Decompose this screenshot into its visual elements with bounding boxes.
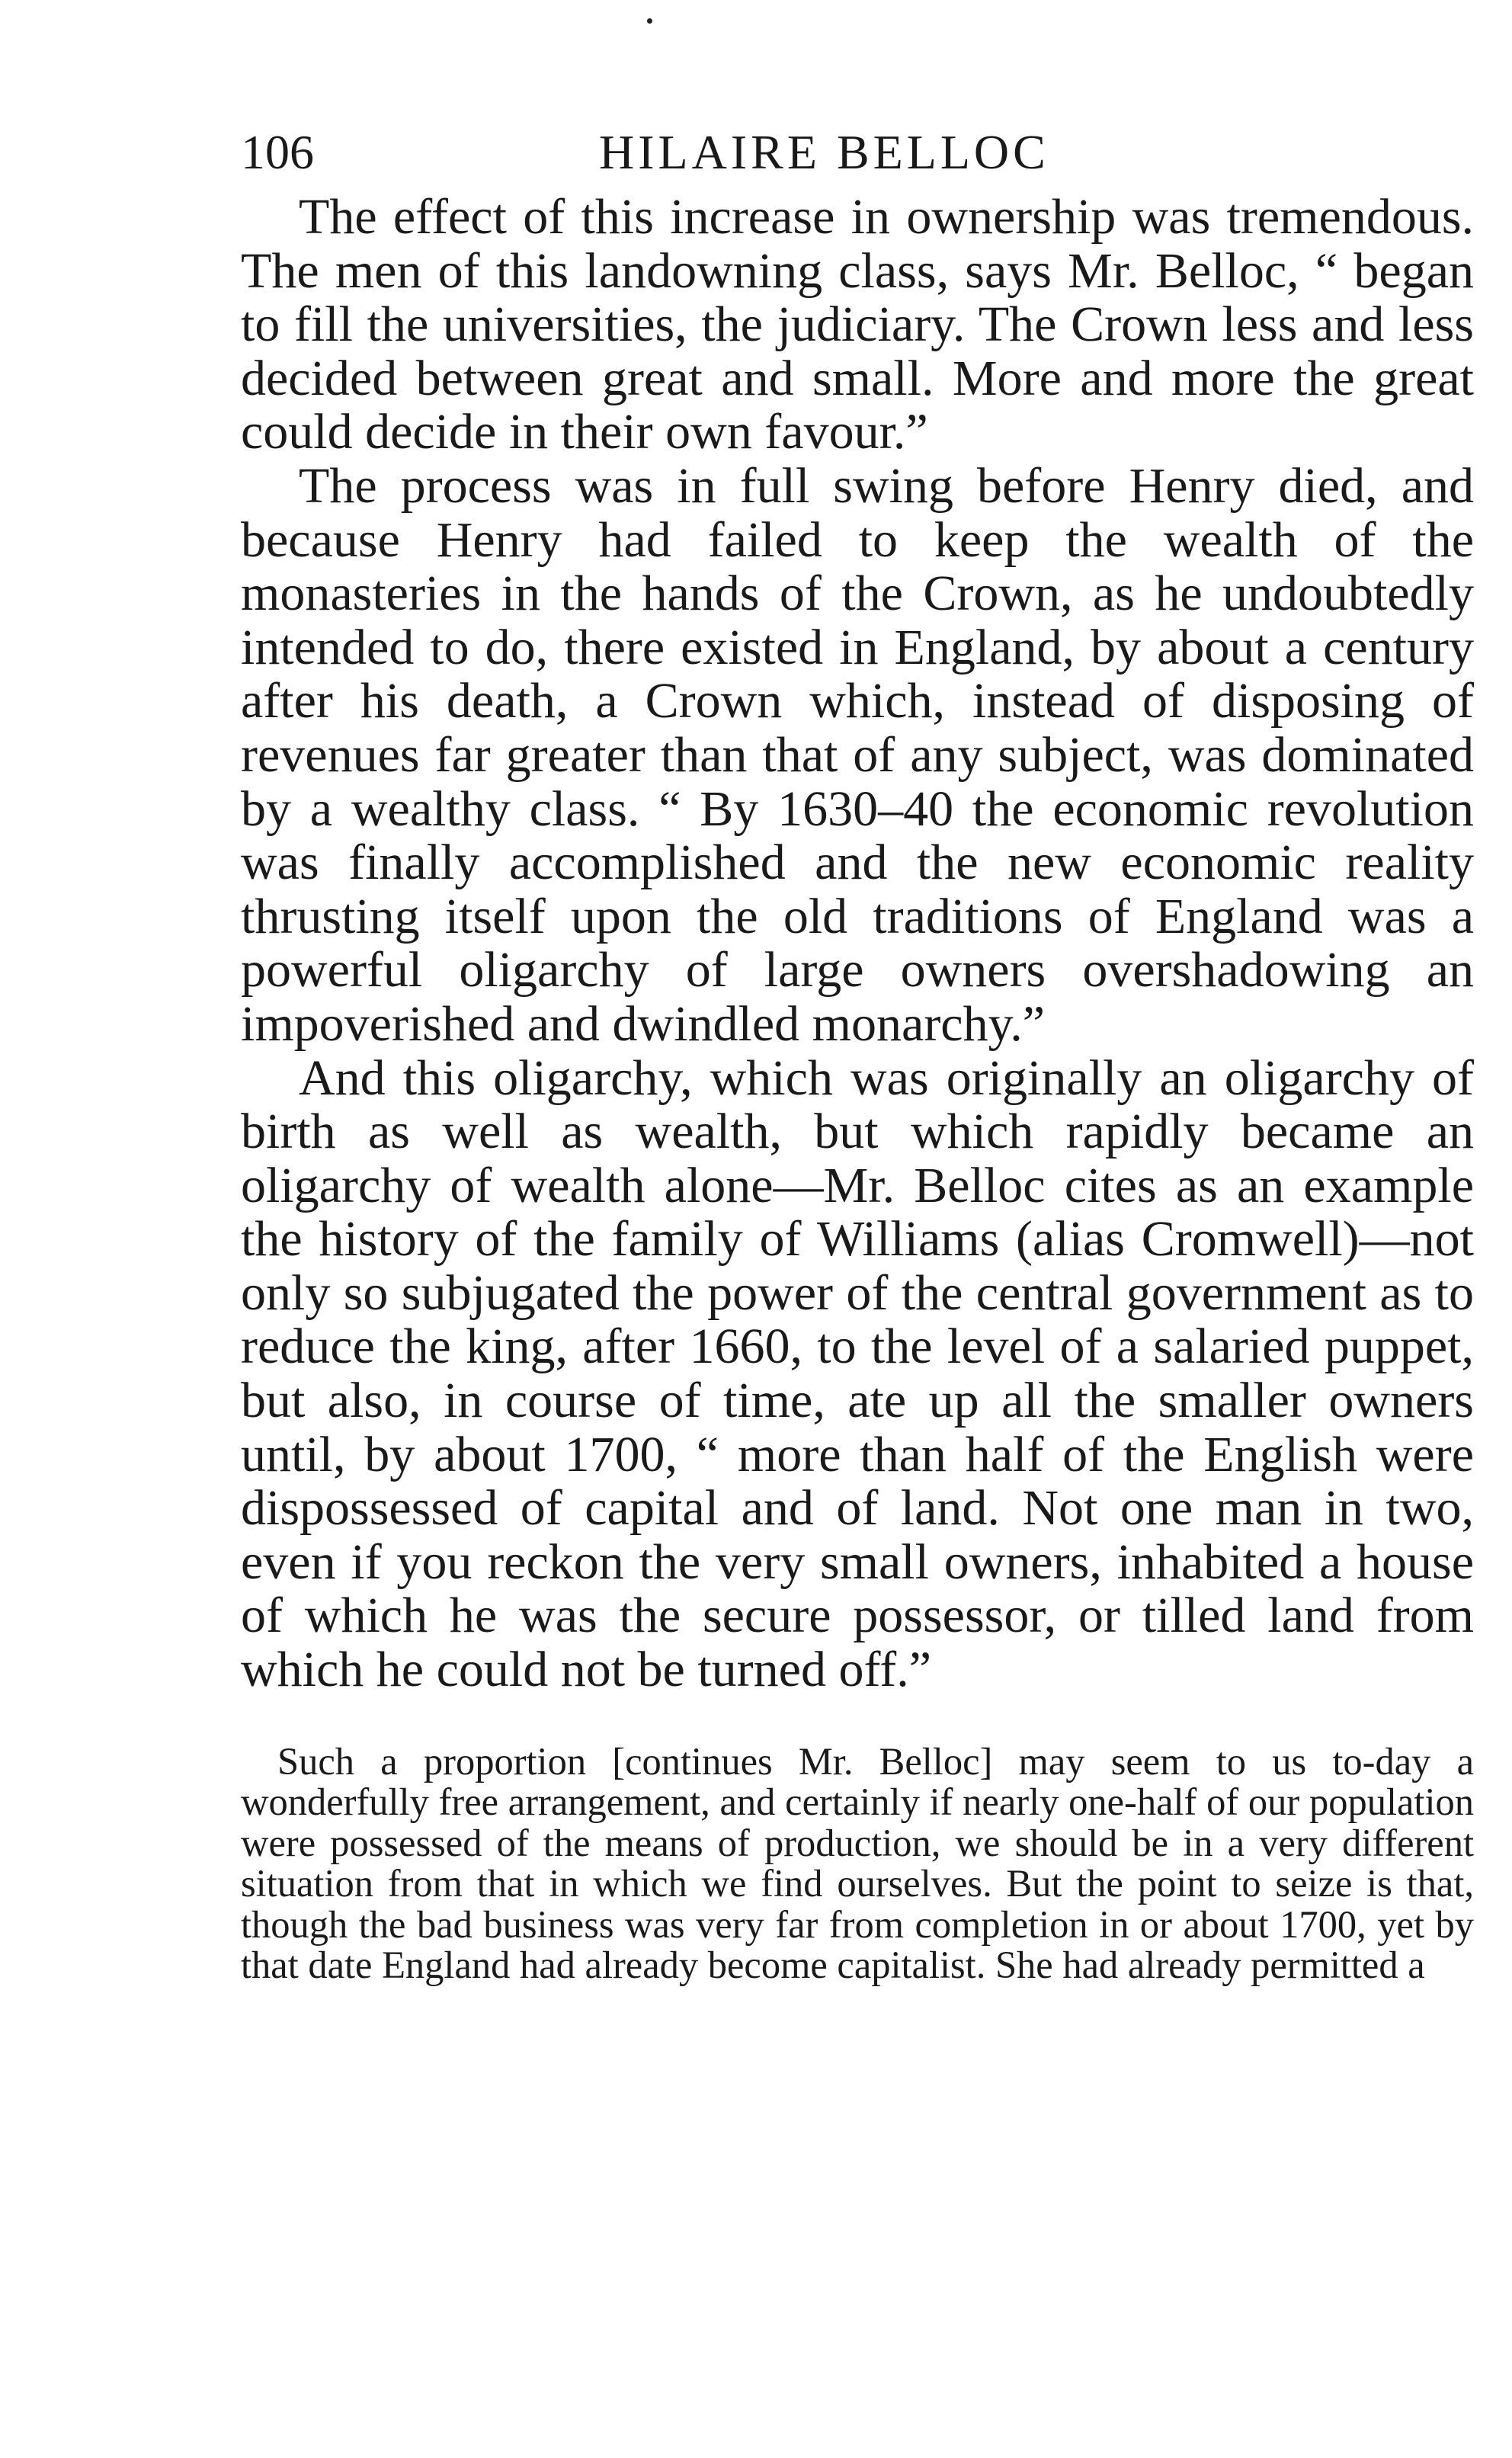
- book-page: [241, 114, 1474, 1986]
- running-head: [241, 114, 1474, 191]
- paragraph-ownership-effect: The effect of this increase in ownership was tremendous. The men of this landowning class, says Mr. Belloc, “ began to fill the universities, the judiciary. The Crown less and less decided between great and small. More and more the great could decide in their own favour.”: [241, 189, 1474, 460]
- body-text: [241, 191, 1474, 1697]
- page-number: 106: [241, 125, 314, 179]
- block-quote: [241, 1739, 1474, 1987]
- print-speck: [647, 18, 652, 24]
- block-quote-text: Such a proportion [continues Mr. Belloc] may seem to us to-day a wonderfully free arrangement, and certainly if nearly one-half of our population were possessed of the means of production, we should be in a very different situation from that in which we find ourselves. But the point to seize is that, though the bad business was very far from completion in or about 1700, yet by that date England had already become capitalist. She had already permitted a: [241, 1739, 1474, 1987]
- paragraph-process: The process was in full swing before Henry died, and because Henry had failed to keep the wealth of the monasteries in the hands of the Crown, as he undoubtedly intended to do, there existed in England, by about a century after his death, a Crown which, instead of disposing of revenues far greater than that of any subject, was dominated by a wealthy class. “ By 1630–40 the economic revolution was finally accomplished and the new economic reality thrusting itself upon the old traditions of England was a powerful oligarchy of large owners overshadowing an impoverished and dwindled monarchy.”: [241, 457, 1474, 1052]
- paragraph-oligarchy: And this oligarchy, which was originally an oligarchy of birth as well as wealth, but which rapidly became an oligarchy of wealth alone—Mr. Belloc cites as an example the history of the family of Williams (alias Cromwell)—not only so subjugated the power of the central government as to reduce the king, after 1660, to the level of a salaried puppet, but also, in course of time, ate up all the smaller owners until, by about 1700, “ more than half of the English were dispossessed of capital and of land. Not one man in two, even if you reckon the very small owners, inhabited a house of which he was the secure possessor, or tilled land from which he could not be turned off.”: [241, 1050, 1474, 1698]
- running-title: HILAIRE BELLOC: [599, 125, 1049, 179]
